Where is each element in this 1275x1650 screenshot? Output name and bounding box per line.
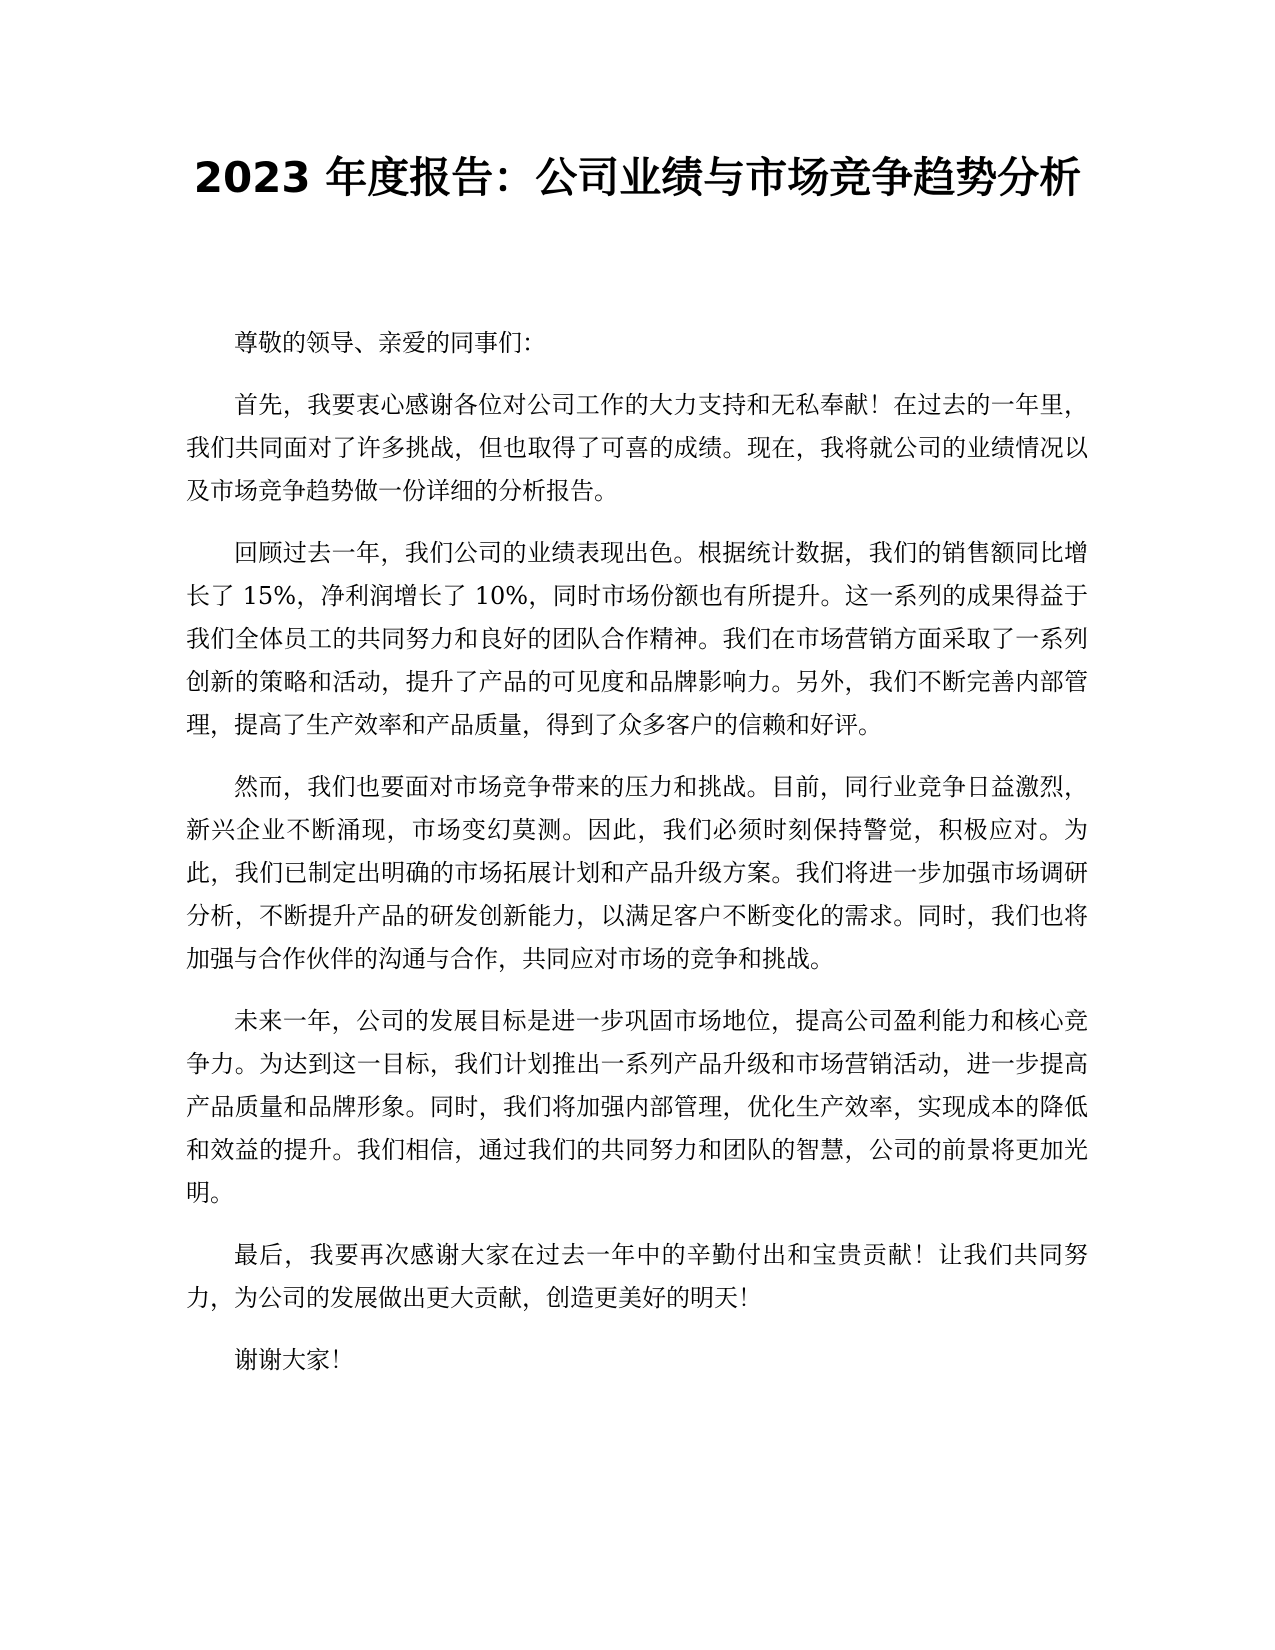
document-body [186,322,1088,1401]
body-paragraph: 首先，我要衷心感谢各位对公司工作的大力支持和无私奉献！在过去的一年里，我们共同面对了许多挑战，但也取得了可喜的成绩。现在，我将就公司的业绩情况以及市场竞争趋势做一份详细的分析报告。 [186,391,1088,505]
body-paragraph: 回顾过去一年，我们公司的业绩表现出色。根据统计数据，我们的销售额同比增长了 15%，净利润增长了 10%，同时市场份额也有所提升。这一系列的成果得益于我们全体员工的共同努力和良好的团队合作精神。我们在市场营销方面采取了一系列创新的策略和活动，提升了产品的可见度和品牌影响力。另外，我们不断完善内部管理，提高了生产效率和产品质量，得到了众多客户的信赖和好评。 [186,539,1088,739]
body-paragraph: 然而，我们也要面对市场竞争带来的压力和挑战。目前，同行业竞争日益激烈，新兴企业不断涌现，市场变幻莫测。因此，我们必须时刻保持警觉，积极应对。为此，我们已制定出明确的市场拓展计划和产品升级方案。我们将进一步加强市场调研分析，不断提升产品的研发创新能力，以满足客户不断变化的需求。同时，我们也将加强与合作伙伴的沟通与合作，共同应对市场的竞争和挑战。 [186,773,1088,973]
body-paragraph: 未来一年，公司的发展目标是进一步巩固市场地位，提高公司盈利能力和核心竞争力。为达到这一目标，我们计划推出一系列产品升级和市场营销活动，进一步提高产品质量和品牌形象。同时，我们将加强内部管理，优化生产效率，实现成本的降低和效益的提升。我们相信，通过我们的共同努力和团队的智慧，公司的前景将更加光明。 [186,1007,1088,1207]
closing-paragraph: 谢谢大家！ [234,1346,354,1374]
document-title: 2023 年度报告：公司业绩与市场竞争趋势分析 [193,153,1082,202]
body-paragraph: 最后，我要再次感谢大家在过去一年中的辛勤付出和宝贵贡献！让我们共同努力，为公司的发展做出更大贡献，创造更美好的明天！ [186,1241,1088,1312]
salutation-paragraph: 尊敬的领导、亲爱的同事们： [234,329,546,357]
